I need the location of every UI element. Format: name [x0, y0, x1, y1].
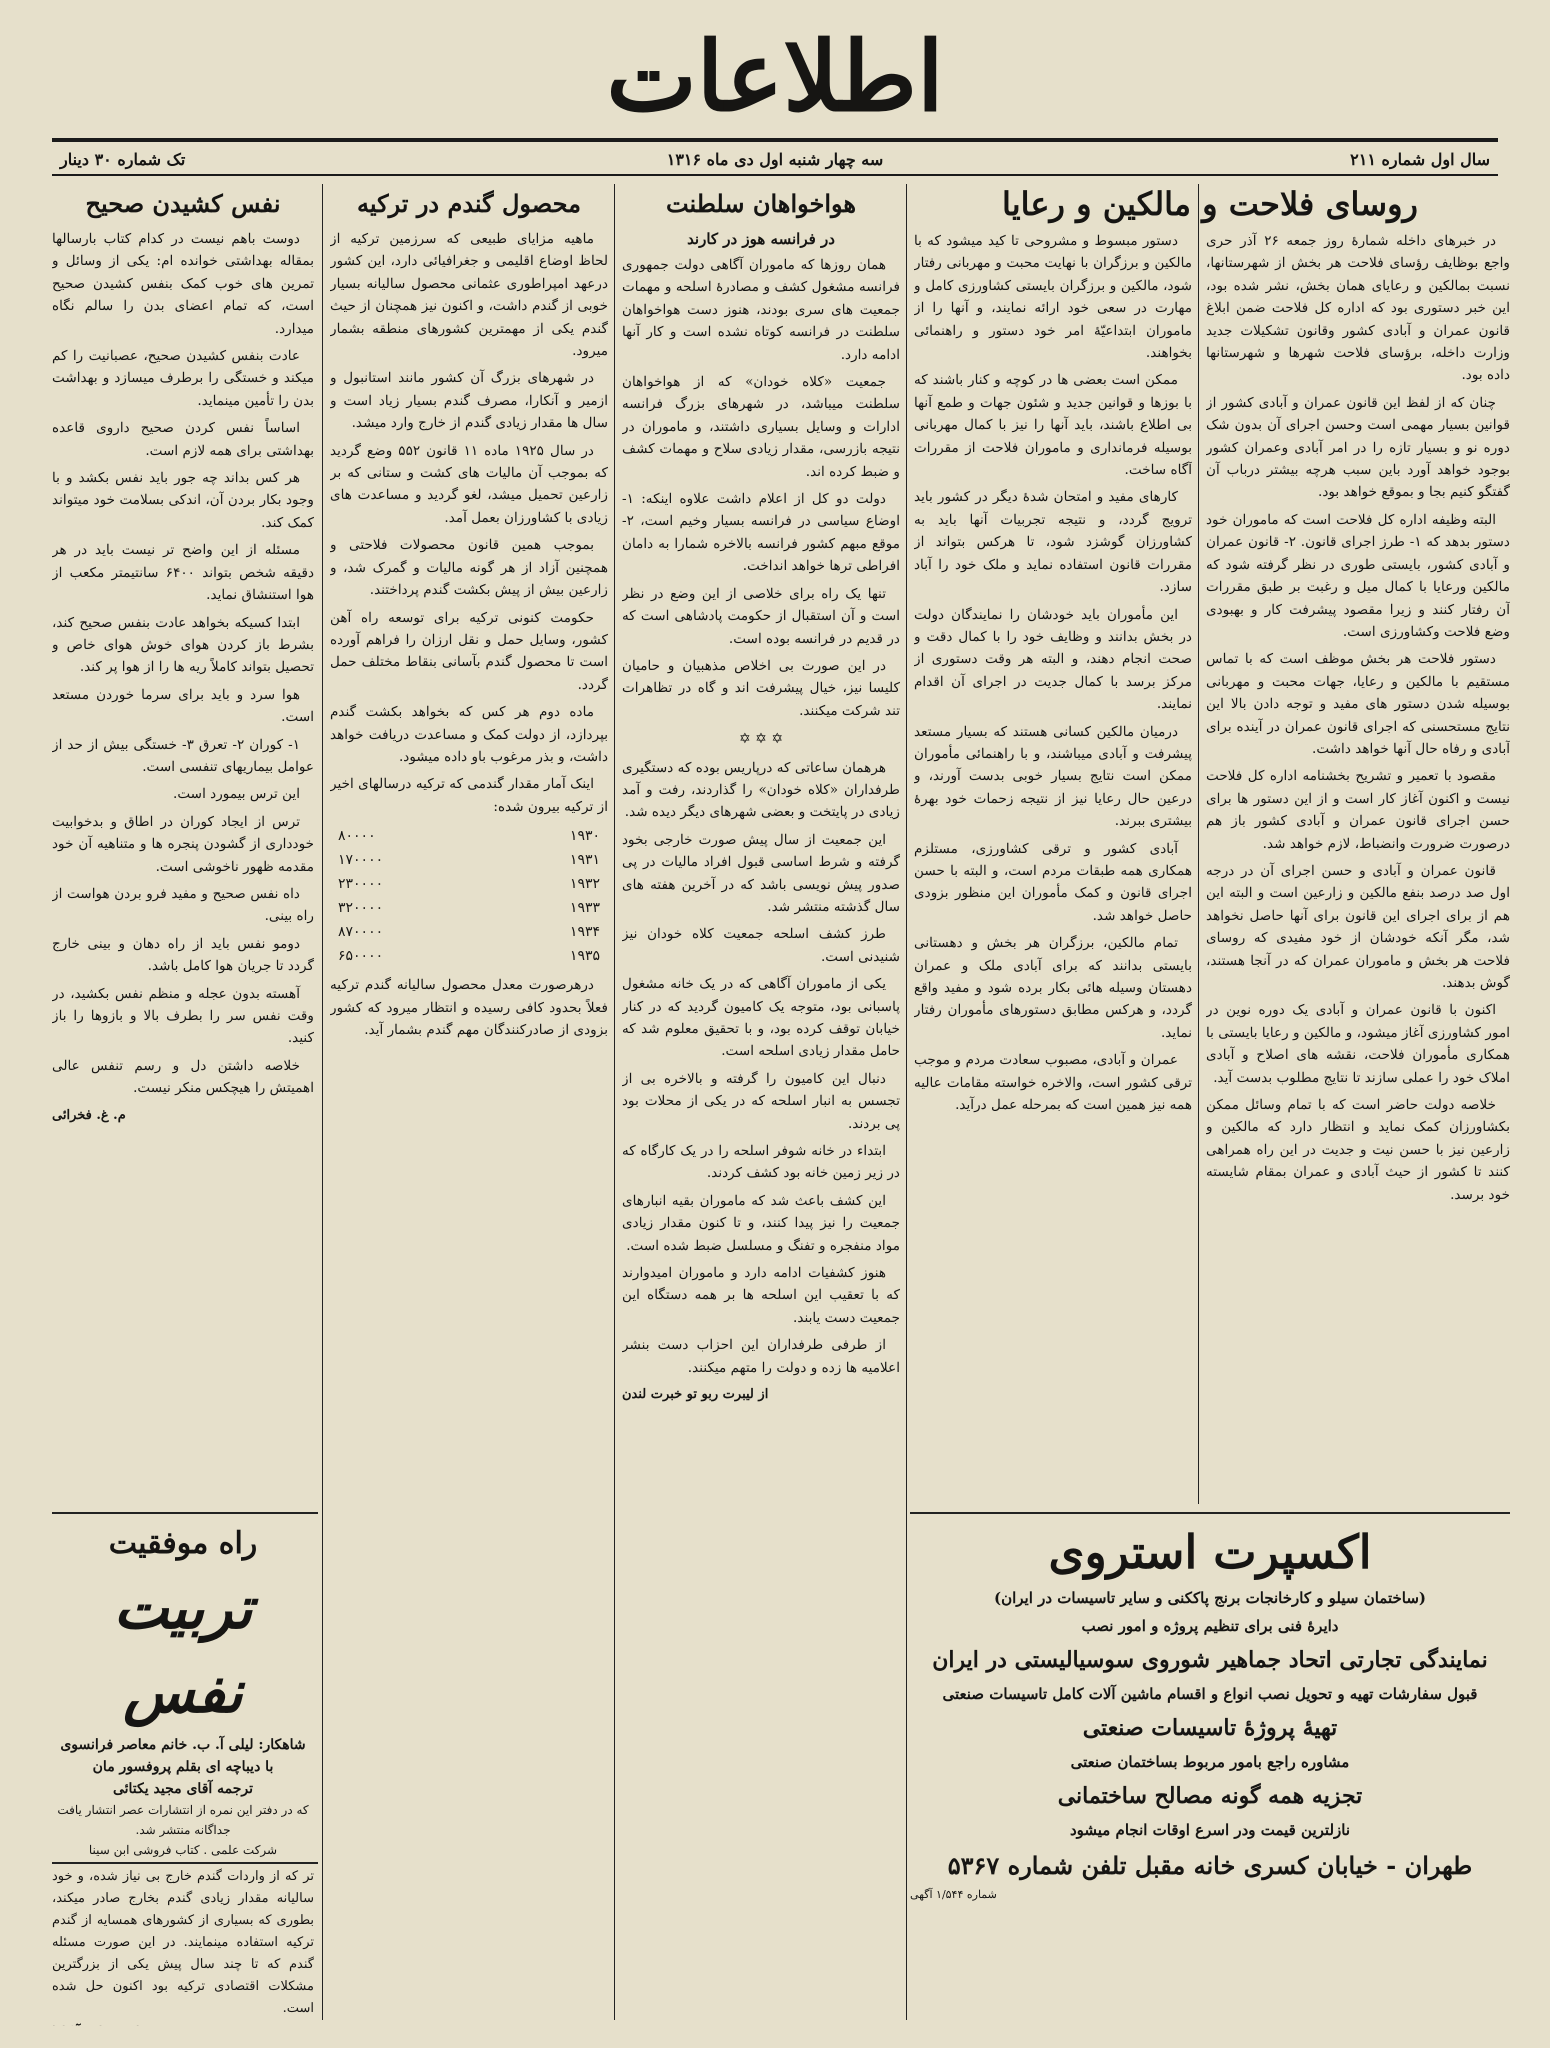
- table-cell-year: ۱۹۳۳: [569, 900, 600, 917]
- masthead-title: اطلاعات: [606, 20, 944, 133]
- paragraph: جمعیت «کلاه خودان» که از هواخواهان سلطنت میباشد، در شهرهای بزرگ فرانسه ادارات و وسایل بسیاری داشتند، و ماموران در نتیجه بازرسی، مقدار زیادی سلاح و مهمات کشف و ضبط کرده اند.: [622, 374, 900, 480]
- paragraph: ماهیه مزایای طبیعی که سرزمین ترکیه از لحاظ اوضاع اقلیمی و جغرافیائی دارد، این کشور درعهد امپراطوری عثمانی محصول سالیانه بسیار خوبی از گندم داشت، و اکنون نیز همچنان از حیث گندم یکی از مهمترین کشورهای منطقه بشمار میرود.: [330, 231, 608, 360]
- paragraph: درهرصورت معدل محصول سالیانه گندم ترکیه فعلاً بحدود کافی رسیده و انتظار میرود که کشور بزودی از صادرکنندگان مهم گندم بشمار آید.: [330, 977, 608, 1038]
- table-row: [330, 824, 608, 848]
- paragraph: اساساً نفس کردن صحیح داروی قاعده بهداشتی برای همه لازم است.: [52, 420, 314, 459]
- table-cell-year: ۱۹۳۰: [569, 828, 600, 845]
- paragraph: در این صورت بی اخلاص مذهبیان و حامیان کلیسا نیز، خیال پیشرفت اند و گاه در تظاهرات تند شرکت میکنند.: [622, 657, 900, 719]
- ad-line: قبول سفارشات تهیه و تحویل نصب انواع و اقسام ماشین آلات کامل تاسیسات صنعتی: [942, 1685, 1478, 1703]
- table-row: [330, 872, 608, 896]
- book-advertisement: [52, 1522, 314, 1858]
- paragraph: آبادی کشور و ترقی کشاورزی، مستلزم همکاری همه طبقات مردم است، و البته با حسن اجرای قانون و کمک مأموران این منظور بزودی حاصل خواهد شد.: [914, 840, 1192, 924]
- paragraph: این کشف باعث شد که ماموران بقیه انبارهای جمعیت را نیز پیدا کنند، و تا کنون مقدار زیادی مواد منفجره و تفنگ و مسلسل ضبط شده است.: [622, 1192, 900, 1254]
- paragraph: این ترس بیمورد است.: [173, 786, 300, 803]
- article-breathing-headline: نفس کشیدن صحیح: [85, 189, 281, 218]
- paragraph: ترس از ایجاد کوران در اطاق و بدخوابیت خودداری از گشودن پنجره ها و متناهیه آن خود مقدمه ظهور ناخوشی است.: [52, 813, 314, 875]
- conclusion-source: [52, 2022, 314, 2026]
- article-breathing-signature: م. غ. فخرائی: [52, 1107, 126, 1123]
- paragraph: تر که از واردات گندم خارج بی نیاز شده، و خود سالیانه مقدار زیادی گندم بخارج صادر میکند، بطوری که بسیاری از کشورهای همسایه از گندم ترکیه استفاده مینمایند. در این صورت مسئله گندم که تا چند سال پیش یکی از بزرگترین مشکلات اقتصادی ترکیه بود اکنون حل شده است.: [52, 1869, 314, 2016]
- book-ad-title: تربیت نفس: [113, 1574, 253, 1726]
- paragraph: آهسته بدون عجله و منظم نفس بکشید، در وقت نفس سر را بطرف بالا و بازوها را باز کنید.: [52, 985, 314, 1047]
- paragraph: در سال ۱۹۲۵ ماده ۱۱ قانون ۵۵۲ وضع گردید که بموجب آن مالیات های کشت و ستانی که بر زارعین تحمیل میشد، لغو گردید و مساعدت های زیادی با کشاورزان بعمل آمد.: [330, 442, 608, 526]
- table-cell-amount: ۱۷۰۰۰۰: [338, 852, 384, 869]
- book-ad-bottom-rule: [52, 1862, 318, 1864]
- issue-number: سال اول شماره ۲۱۱: [1350, 149, 1490, 169]
- table-cell-amount: ۸۰۰۰۰: [338, 828, 376, 845]
- paragraph: مسئله از این واضح تر نیست باید در هر دقیقه شخص بتواند ۶۴۰۰ سانتیمتر مکعب از هوا استنشاق نماید.: [52, 542, 314, 604]
- ad-line: تهیهٔ پروژهٔ تاسیسات صنعتی: [1082, 1715, 1338, 1741]
- paragraph: تمام مالکین، برزگران هر بخش و دهستانی بایستی بدانند که برای آبادی ملک و عمران دهستان وسیله هائی بکار برده شود و مفید واقع گردد، و هرکس مطابق دستورهای مأموران رفتار نماید.: [914, 935, 1192, 1041]
- article-breathing: [52, 184, 314, 1504]
- ad-code: شماره ۱/۵۴۴ آگهی: [910, 1888, 997, 1901]
- table-row: [330, 920, 608, 944]
- paragraph: ابتدا کسیکه بخواهد عادت بنفس صحیح کند، بشرط باز کردن هوای خوش هوای خاص و تحصیل بتواند کاملاً ریه ها را از هوا پر کند.: [52, 614, 314, 676]
- paragraph: هر کس بداند چه جور باید نفس بکشد و با وجود بکار بردن آن، اندکی بسلامت خود میتواند کمک کند.: [52, 470, 314, 531]
- paragraph: داه نفس صحیح و مفید فرو بردن هواست از راه بینی.: [52, 885, 314, 925]
- table-cell-year: ۱۹۳۱: [569, 852, 600, 869]
- ad-line: نازلترین قیمت ودر اسرع اوقات انجام میشود: [1069, 1821, 1351, 1839]
- ad-line: تجزیه همه گونه مصالح ساختمانی: [1057, 1783, 1363, 1809]
- table-row: [330, 944, 608, 968]
- table-cell-year: ۱۹۳۴: [569, 924, 600, 941]
- book-ad-preface: با دیباچه ای بقلم پروفسور مان: [92, 1759, 274, 1775]
- paragraph: در خبرهای داخله شمارهٔ روز جمعه ۲۶ آذر حری واجع بوظایف رؤسای فلاحت هر بخش از شهرستانها، نسبت بمالکین و رعایای همان بخش، نشر شده بود، این خبر دستوری بود که اداره کل فلاحت ضمن ابلاغ قانون عمران و آبادی کشور وقانون تشکیلات جدید وزارت داخله، برؤسای فلاحت شهرها و شهرستانها داده بود.: [1206, 233, 1510, 384]
- article-royalists-kicker: در فرانسه هوز در کارند: [687, 230, 835, 248]
- column-divider: [614, 184, 615, 2020]
- paragraph: دوست باهم نیست در کدام کتاب بارسالها بمقاله بهداشتی خوانده ام: یکی از وسائل و تمرین های خوب کمک بنفس کشیدن صحیح است، که تمام اعضای بدن را سالم نگاه میدارد.: [52, 231, 314, 337]
- paragraph: خلاصه داشتن دل و رسم تنفس عالی اهمیتش را هیچکس منکر نیست.: [52, 1057, 314, 1097]
- paragraph: خلاصه دولت حاضر است که با تمام وسائل ممکن بکشاورزان کمک نماید و انتظار دارد که مالکین و زارعین نیز با حسن نیت و جدیت در این راه همراهی کنند تا کشور از حیث آبادی و عمران بمقام شایسته خود برسد.: [1206, 1097, 1510, 1203]
- table-row: [330, 848, 608, 872]
- paragraph: درمیان مالکین کسانی هستند که بسیار مستعد پیشرفت و آبادی میباشند، و با راهنمائی مأموران ممکن است نتایج بسیار خوبی بدست آورند، و درعین حال رعایا نیز از نتیجه زحمات خود بهرهٔ بیشتری ببرند.: [914, 723, 1192, 830]
- paragraph: دستور فلاحت هر بخش موظف است که با تماس مستقیم با مالکین و رعایا، جهات محبت و مهربانی بوسیله شدن دستور های مفید و توجه دادن بالا این نتایج مستحسنی که اجرای قانون عمران در آینده برای آبادی و رفاه حال آنها خواهد داشت.: [1206, 651, 1510, 757]
- article-royalists-source: از لیبرت ربو تو خبرت لندن: [622, 1387, 769, 1403]
- paragraph: هنوز کشفیات ادامه دارد و ماموران امیدوارند که با تعقیب این اسلحه ها بر همه دستگاه این جمعیت دست یابند.: [622, 1265, 900, 1326]
- dateline-rule: [52, 174, 1498, 176]
- paragraph: از طرفی طرفداران این احزاب دست بنشر اعلامیه ها زده و دولت را متهم میکنند.: [622, 1337, 900, 1376]
- book-ad-note: که در دفتر این نمره از انتشارات عصر انتشار یافت جداگانه منتشر شد.: [57, 1803, 309, 1837]
- article-turkey-wheat-headline: محصول گندم در ترکیه: [357, 189, 581, 218]
- article-royalists-headline: هواخواهان سلطنت: [665, 189, 857, 218]
- wheat-export-table: [330, 824, 608, 968]
- paragraph: اینک آمار مقدار گندمی که ترکیه درسالهای اخیر از ترکیه بیرون شده:: [330, 776, 608, 815]
- ad-address-phone: طهران - خیابان کسری خانه مقبل تلفن شماره ۵۳۶۷: [947, 1851, 1473, 1880]
- paragraph: حکومت کنونی ترکیه برای توسعه راه آهن کشور، وسایل حمل و نقل ارزان را فراهم آورده است تا محصول گندم بآسانی بنقاط مختلف حمل گردد.: [330, 609, 608, 693]
- paragraph: کارهای مفید و امتحان شدهٔ دیگر در کشور باید ترویج گردد، و نتیجه تجربیات آنها باید به کشاورزان گوشزد شود، تا هرکس بتواند از مقررات قانون استفاده نماید و ملک خود را آباد سازد.: [914, 489, 1192, 596]
- issue-price: تک شماره ۳۰ دینار: [60, 149, 186, 169]
- article-farmers-continued: [914, 230, 1192, 1506]
- paragraph: این مأموران باید خودشان را نمایندگان دولت در بخش بدانند و وظایف خود را با کمال دقت و صحت انجام دهند، و البته هر وقت دستوری از مرکز برسد با کمال جدیت در اجرای آن اقدام نمایند.: [914, 606, 1192, 713]
- article-farmers-headline-box: [910, 184, 1510, 224]
- table-cell-year: ۱۹۳۲: [569, 876, 600, 893]
- section-separator-icon: ✡ ✡ ✡: [738, 731, 784, 748]
- paragraph: هرهمان ساعاتی که درپاریس بوده که دستگیری طرفداران «کلاه خودان» را گذاردند، رفت و آمد زیادی در پایتخت و بعضی شهرهای دیگر دیده شد.: [622, 759, 900, 821]
- book-ad-translator: ترجمه آقای مجید یکتائی: [112, 1781, 254, 1797]
- ad-line: نمایندگی تجارتی اتحاد جماهیر شوروی سوسیالیستی در ایران: [932, 1647, 1488, 1673]
- paragraph: دنبال این کامیون را گرفته و بالاخره بی از تجسس به انبار اسلحه که در یکی از محلات بود پی بردند.: [622, 1070, 900, 1132]
- table-cell-amount: ۳۲۰۰۰۰: [338, 900, 384, 917]
- paragraph: بموجب همین قانون محصولات فلاحتی و همچنین آزاد از هر گونه مالیات و گمرک شد، و زارعین بیش از پیش بکشت گندم پرداختند.: [330, 537, 608, 599]
- paragraph: ممکن است بعضی ها در کوچه و کنار باشند که با بوزها و قوانین جدید و شئون جهات و طمع آنها بی اطلاع باشند، باید آنها را نیز با کمال مهربانی بوسیله فرمانداری و ماموران فلاحت از مقررات آگاه ساخت.: [914, 372, 1192, 479]
- paragraph: ماده دوم هر کس که بخواهد بکشت گندم بپردازد، از دولت کمک و مساعدت دریافت خواهد داشت، و بذر مرغوب باو داده میشود.: [330, 704, 608, 765]
- paragraph: مقصود با تعمیر و تشریح بخشنامه اداره کل فلاحت نیست و اکنون آغاز کار است و از این دستور ها برای حسن اجرای قانون عمران و آبادی کشور باز هم درصورت ضرورت وانضباط، لازم خواهد شد.: [1206, 768, 1510, 852]
- paragraph: ۱- کوران ۲- تعرق ۳- خستگی بیش از حد از عوامل بیماریهای تنفسی است.: [52, 736, 314, 775]
- paragraph: اکنون با قانون عمران و آبادی یک دوره نوین در امور کشاورزی آغاز میشود، و مالکین و رعایا بایستی با همکاری مأموران فلاحت، نقشه های اصلاح و آبادی املاک خود را عملی سازند تا نتایج مطلوب بدست آید.: [1206, 1002, 1510, 1086]
- column-divider: [906, 184, 907, 2020]
- ad-top-rule: [910, 1512, 1510, 1514]
- book-ad-tagline: راه موفقیت: [108, 1526, 258, 1561]
- paragraph: عادت بنفس کشیدن صحیح، عصبانیت را کم میکند و خستگی را برطرف میسازد و بهداشت بدن را تأمین مینماید.: [52, 348, 314, 409]
- table-cell-year: ۱۹۳۵: [569, 948, 600, 965]
- paragraph: عمران و آبادی، مصبوب سعادت مردم و موجب ترقی کشور است، والاخره خواسته مقامات عالیه همه نیز همین است که بمرحله عمل درآید.: [914, 1052, 1192, 1114]
- paragraph: دستور مبسوط و مشروحی تا کید میشود که با مالکین و برزگران با نهایت محبت و مهربانی رفتار شود، مالکین و برزگران بایستی کشاورزی کامل و مهارت در سعی خود ارائه نمایند، و آنها را از ماموران ابتداعیّهٔ امر خود دستور و راهنمائی بخواهند.: [914, 233, 1192, 362]
- paragraph: ابتداء در خانه شوفر اسلحه را در یک کارگاه که در زیر زمین خانه بود کشف کردند.: [622, 1143, 900, 1182]
- ad-title: اکسپرت استروی: [1048, 1525, 1372, 1579]
- book-ad-seller: شرکت علمی . کتاب فروشی ابن سینا: [88, 1843, 278, 1857]
- article-royalists: [622, 184, 900, 2020]
- paragraph: همان روزها که ماموران آگاهی دولت جمهوری فرانسه مشغول کشف و مصادرهٔ اسلحه و مهمات جمعیت های سری بودند، هنوز دست هواخواهان سلطنت در فرانسه کوتاه نشده است و کار آنها ادامه دارد.: [622, 257, 900, 363]
- paragraph: طرز کشف اسلحه جمعیت کلاه خودان نیز شنیدنی است.: [622, 926, 900, 965]
- paragraph: دولت دو کل از اعلام داشت علاوه اینکه: ۱- اوضاع سیاسی در فرانسه بسیار وخیم است، ۲- موقع مبهم کشور فرانسه بالاخره شمارا به دامان افراطی ترها خواهد انداخت.: [622, 491, 900, 575]
- book-ad-top-rule: [52, 1512, 318, 1514]
- column-divider: [322, 184, 323, 2020]
- column-divider: [1198, 184, 1199, 1504]
- table-row: [330, 896, 608, 920]
- table-cell-amount: ۶۵۰۰۰۰: [338, 948, 384, 965]
- ad-subtitle: (ساختمان سیلو و کارخانجات برنج پاککنی و سایر تاسیسات در ایران): [994, 1589, 1426, 1607]
- ad-line: دایرهٔ فنی برای تنظیم پروژه و امور نصب: [1081, 1617, 1339, 1635]
- table-cell-amount: ۸۷۰۰۰۰: [338, 924, 384, 941]
- article-farmers: [1206, 230, 1510, 1506]
- ad-line: مشاوره راجع بامور مربوط بساختمان صنعتی: [1070, 1753, 1350, 1771]
- paragraph: در شهرهای بزرگ آن کشور مانند استانبول و ازمیر و آنکارا، مصرف گندم بسیار زیاد است و سال ها مقدار زیادی گندم از خارج وارد میشد.: [330, 370, 608, 432]
- paragraph: البته وظیفه اداره کل فلاحت است که ماموران خود دستور بدهد که ۱- طرز اجرای قانون. ۲- قانون عمران و آبادی کشور، بایستی طوری در نظر گرفته شود که مالکین ورعایا با کمال میل و رغبت بر طبق مقررات آن رفتار کنند و زیرا مقصود پیشرفت کار و بهبودی وضع فلاحت وکشاورزی است.: [1206, 511, 1510, 640]
- paragraph: تنها یک راه برای خلاصی از این وضع در نظر است و آن استقبال از حکومت پادشاهی است که در قدیم در فرانسه بوده است.: [622, 585, 900, 647]
- expert-stroy-advertisement: [910, 1520, 1510, 2020]
- book-ad-author: شاهکار: لیلی آ. ب. خانم معاصر فرانسوی: [60, 1737, 306, 1753]
- paragraph: این جمعیت از سال پیش صورت خارجی بخود گرفته و شرط اساسی قبول افراد مالیات در پی صدور پیش نویسی باشد که در آخرین هفته های سال گذشته منتشر شد.: [622, 831, 900, 915]
- article-turkey-wheat: [330, 184, 608, 2020]
- dateline: [60, 146, 1490, 172]
- paragraph: هوا سرد و باید برای سرما خوردن مستعد است.: [52, 686, 314, 726]
- paragraph: قانون عمران و آبادی و حسن اجرای آن در درجه اول صد درصد بنفع مالکین و زارعین است و البته این هم از برای اجرای این قانون برای آنها حاصل نخواهد شد، مگر آنکه خودشان از خود مفیدی که روسای فلاحت هر بخش و ماموران عمران که در آنجا هستند، گوش بدهند.: [1206, 862, 1510, 991]
- issue-date: سه چهار شنبه اول دی ماه ۱۳۱۶: [666, 149, 884, 169]
- paragraph: چنان که از لفظ این قانون عمران و آبادی کشور از قوانین بسیار مهمی است وحسن اجرای آن بدون شک دوره نو و بسیار تازه را در امر آبادی وعمران کشور بوجود خواهد آورد باین سبب هرچه بیشتر درباب آن گفتگو کنیم بجا و بموقع خواهد بود.: [1206, 394, 1510, 501]
- table-cell-amount: ۲۳۰۰۰۰: [338, 876, 384, 893]
- top-rule: [52, 138, 1498, 142]
- paragraph: یکی از ماموران آگاهی که در یک خانه مشغول پاسبانی بود، متوجه یک کامیون گردید که در کنار خیابان توقف کرده بود، و با تحقیق معلوم شد که حامل مقدار زیادی اسلحه است.: [622, 976, 900, 1060]
- paragraph: دومو نفس باید از راه دهان و بینی خارج گردد تا جریان هوا کامل باشد.: [52, 935, 314, 975]
- article-farmers-headline: روسای فلاحت و مالکین و رعایا: [1002, 185, 1418, 223]
- turkey-wheat-conclusion: [52, 1866, 314, 2026]
